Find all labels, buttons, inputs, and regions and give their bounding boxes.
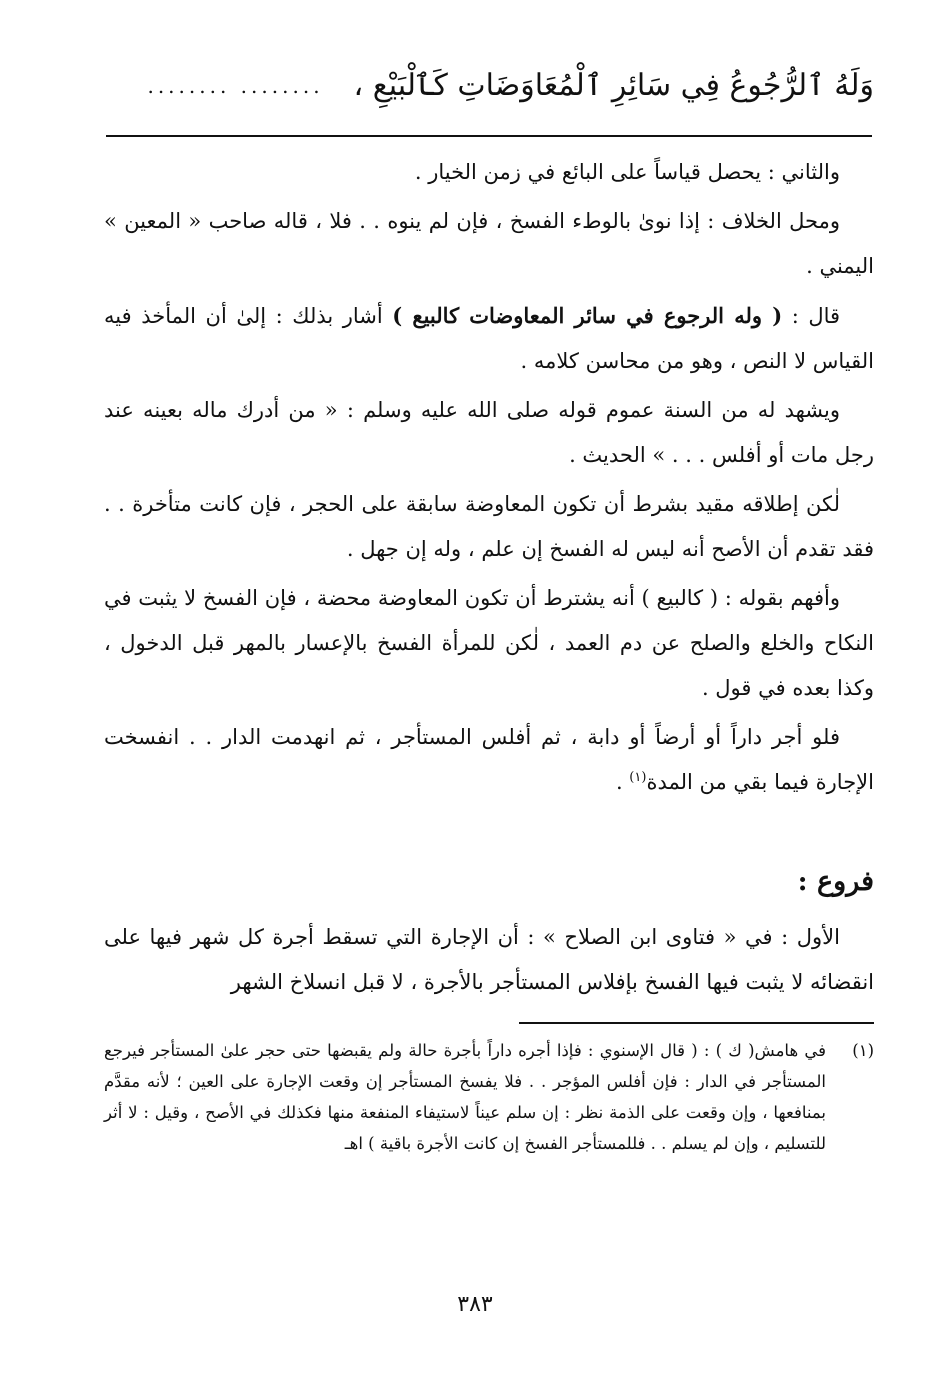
footnote-separator — [519, 1022, 874, 1024]
paragraph — [104, 482, 874, 572]
footnote-text: في هامش( ك ) : ( قال الإسنوي : فإذا أجره داراً بأجرة حالة ولم يقبضها حتى حجر علىٰ المستأجر فيرجع المستأجر في الدار : فإن أفلس المؤجر . . فلا يفسخ المستأجر إن وقعت الإجارة على العين ؛ لأنه مقدَّم بمنافعها ، وإن وقعت على الذمة نظر : إن سلم عيناً لاستيفاء المنفعة منها فكذلك في الأصح ، وقيل : لا أثر للتسليم ، وإن لم يسلم . . فللمستأجر الفسخ إن كانت الأجرة باقية ) اهـ — [104, 1041, 826, 1153]
paragraph — [104, 388, 874, 478]
main-text — [104, 150, 874, 805]
paragraph-text: فلو أجر داراً أو أرضاً أو دابة ، ثم أفلس المستأجر ، ثم انهدمت الدار . . انفسخت الإجارة فيما بقي من المدة — [104, 725, 874, 794]
paragraph — [104, 293, 874, 384]
header-rule — [106, 135, 872, 137]
footnote-number: (١) — [852, 1041, 874, 1060]
running-header — [74, 62, 874, 110]
paragraph-text: الأول : في « فتاوى ابن الصلاح » : أن الإجارة التي تسقط أجرة كل شهر فيها على انقضائه لا يثبت فيها الفسخ بإفلاس المستأجر بالأجرة ، لا قبل انسلاخ الشهر — [104, 925, 874, 994]
paragraph — [104, 715, 874, 805]
paragraph-text: ويشهد له من السنة عموم قوله صلى الله عليه وسلم : « من أدرك ماله بعينه عند رجل مات أو أفلس . . . » الحديث . — [104, 398, 874, 467]
section-heading: فروع : — [797, 866, 874, 897]
paragraph — [104, 150, 874, 195]
paragraph-text: والثاني : يحصل قياساً على البائع في زمن الخيار . — [414, 160, 840, 184]
paragraph-text: لٰكن إطلاقه مقيد بشرط أن تكون المعاوضة سابقة على الحجر ، فإن كانت متأخرة . . فقد تقدم أن الأصح أنه ليس له الفسخ إن علم ، وله إن جهل . — [104, 492, 874, 561]
quoted-matn: ( وله الرجوع في سائر المعاوضات كالبيع ) — [392, 303, 783, 328]
running-head-text: وَلَهُ ٱلرُّجُوعُ فِي سَائِرِ ٱلْمُعَاوَضَاتِ كَٱلْبَيْعِ ، — [353, 68, 874, 103]
running-head-dots: ........ ........ — [147, 74, 324, 98]
paragraph — [104, 199, 874, 289]
footnote-reference[interactable]: (١) — [629, 770, 647, 785]
paragraph — [104, 576, 874, 711]
section-text — [104, 915, 874, 1005]
paragraph-text: وأفهم بقوله : ( كالبيع ) أنه يشترط أن تكون المعاوضة محضة ، فإن الفسخ لا يثبت في النكاح والخلع والصلح عن دم العمد ، لٰكن للمرأة الفسخ بالإعسار بالمهر قبل الدخول ، وكذا بعده في قول . — [104, 586, 874, 700]
footnote — [104, 1035, 874, 1159]
paragraph-text: ومحل الخلاف : إذا نوىٰ بالوطء الفسخ ، فإن لم ينوه . . فلا ، قاله صاحب « المعين » اليمني . — [104, 209, 874, 278]
paragraph-lead: قال : — [782, 304, 841, 328]
page-number: ٣٨٣ — [457, 1292, 493, 1317]
paragraph-tail: . — [615, 770, 630, 794]
paragraph — [104, 915, 874, 1005]
paragraph-text: أشار بذلك : إلىٰ أن المأخذ فيه القياس لا النص ، وهو من محاسن كلامه . — [104, 304, 874, 373]
